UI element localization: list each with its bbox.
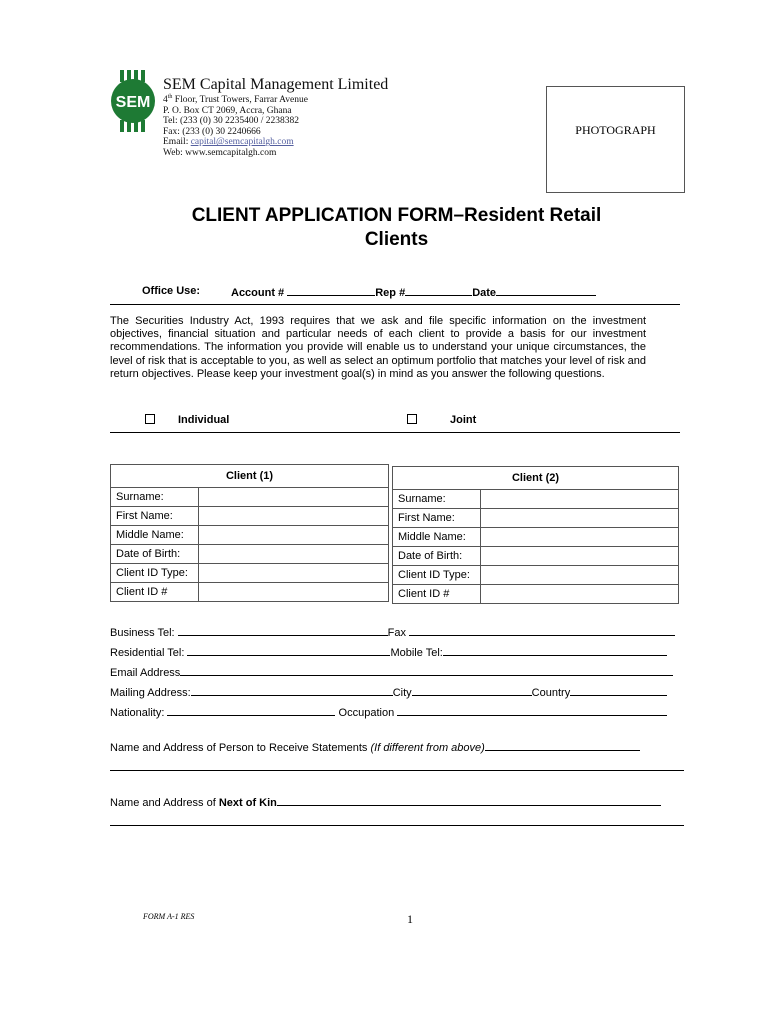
divider: [110, 304, 680, 305]
company-name: SEM Capital Management Limited: [163, 76, 389, 93]
individual-label: Individual: [178, 414, 230, 426]
statements-input[interactable]: [485, 740, 640, 751]
divider: [110, 432, 680, 433]
client-2-id-number-input[interactable]: [481, 585, 679, 604]
nationality-row: Nationality: Occupation: [110, 705, 667, 719]
client-2-first-name-input[interactable]: [481, 509, 679, 528]
individual-checkbox[interactable]: [145, 414, 155, 424]
email-address-row: Email Address: [110, 665, 673, 679]
joint-checkbox[interactable]: [407, 414, 417, 424]
client-2-heading: Client (2): [393, 467, 679, 490]
email-line: Email: capital@semcapitalgh.com: [163, 137, 294, 148]
occupation-input[interactable]: [397, 705, 667, 716]
client-1-label: First Name:: [111, 507, 199, 526]
next-of-kin-input[interactable]: [277, 795, 661, 806]
business-tel-input[interactable]: [178, 625, 388, 636]
residential-tel-row: Residential Tel: Mobile Tel:: [110, 645, 667, 659]
city-input[interactable]: [412, 685, 532, 696]
joint-label: Joint: [450, 414, 477, 426]
client-2-dob-input[interactable]: [481, 547, 679, 566]
client-2-table: [392, 466, 679, 604]
client-2-label: Date of Birth:: [393, 547, 481, 566]
client-2-surname-input[interactable]: [481, 490, 679, 509]
client-1-id-type-input[interactable]: [199, 564, 389, 583]
mobile-tel-input[interactable]: [443, 645, 667, 656]
mailing-address-input[interactable]: [191, 685, 393, 696]
client-1-table: [110, 464, 389, 602]
statements-line-2[interactable]: [110, 770, 684, 771]
client-1-first-name-input[interactable]: [199, 507, 389, 526]
client-2-label: Middle Name:: [393, 528, 481, 547]
client-1-dob-input[interactable]: [199, 545, 389, 564]
office-use-fields: Account # Rep # Date: [231, 285, 596, 299]
website: Web: www.semcapitalgh.com: [163, 147, 277, 158]
date-field[interactable]: [496, 285, 596, 296]
statements-row: Name and Address of Person to Receive Statements (If different from above): [110, 740, 640, 754]
client-1-middle-name-input[interactable]: [199, 526, 389, 545]
address-line: 4th Floor, Trust Towers, Farrar Avenue: [163, 93, 308, 105]
rep-field[interactable]: [405, 285, 472, 296]
client-1-id-number-input[interactable]: [199, 583, 389, 602]
sem-logo: [108, 70, 160, 132]
next-of-kin-line-2[interactable]: [110, 825, 684, 826]
client-1-surname-input[interactable]: [199, 488, 389, 507]
country-input[interactable]: [570, 685, 667, 696]
page-number: 1: [407, 912, 413, 926]
business-tel-row: Business Tel: Fax: [110, 625, 675, 639]
email-address-input[interactable]: [180, 665, 673, 676]
client-2-middle-name-input[interactable]: [481, 528, 679, 547]
client-1-label: Surname:: [111, 488, 199, 507]
next-of-kin-row: Name and Address of Next of Kin: [110, 795, 661, 809]
client-2-label: Client ID Type:: [393, 566, 481, 585]
telephone: Tel: (233 (0) 30 2235400 / 2238382: [163, 116, 300, 127]
nationality-input[interactable]: [167, 705, 335, 716]
client-2-label: Surname:: [393, 490, 481, 509]
photograph-label: PHOTOGRAPH: [575, 123, 656, 137]
fax-input[interactable]: [409, 625, 675, 636]
residential-tel-input[interactable]: [187, 645, 390, 656]
email-link[interactable]: capital@semcapitalgh.com: [190, 137, 294, 148]
po-box: P. O. Box CT 2069, Accra, Ghana: [163, 105, 292, 116]
fax-number: Fax: (233 (0) 30 2240666: [163, 126, 261, 137]
client-2-label: First Name:: [393, 509, 481, 528]
client-1-heading: Client (1): [111, 465, 389, 488]
office-use-label: Office Use:: [142, 285, 201, 297]
client-1-label: Date of Birth:: [111, 545, 199, 564]
form-title: CLIENT APPLICATION FORM–Resident Retail Clients: [191, 205, 602, 250]
intro-paragraph: The Securities Industry Act, 1993 requires that we ask and file specific information on the investment objectives, financial situation and particular needs of each client to provide a basis for our investment recommendations. The information you provide will enable us to understand your unique circumstances, the level of risk that is acceptable to you, as well as select an optimum portfolio that matches your level of risk and return objectives. Please keep your investment goal(s) in mind as you answer the following questions.: [110, 315, 646, 380]
logo-text: SEM: [115, 94, 151, 111]
client-2-label: Client ID #: [393, 585, 481, 604]
photograph-box[interactable]: [546, 86, 685, 193]
mailing-address-row: Mailing Address: City Country: [110, 685, 667, 699]
client-1-label: Client ID #: [111, 583, 199, 602]
form-code: FORM A-1 RES: [143, 912, 195, 921]
client-2-id-type-input[interactable]: [481, 566, 679, 585]
client-1-label: Client ID Type:: [111, 564, 199, 583]
company-info: [163, 76, 388, 159]
account-field[interactable]: [287, 285, 375, 296]
client-1-label: Middle Name:: [111, 526, 199, 545]
